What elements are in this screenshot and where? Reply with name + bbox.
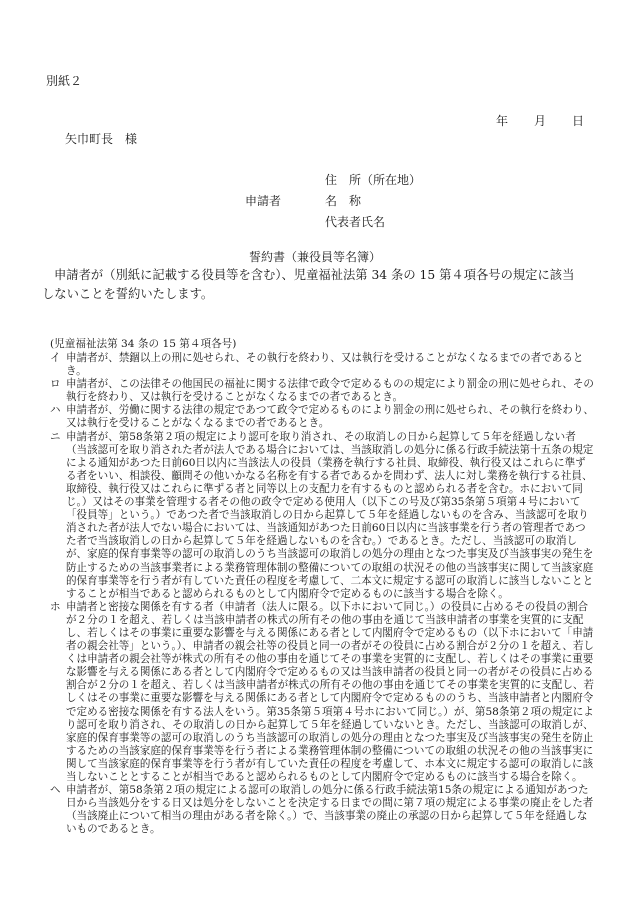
provision-item-he	[50, 784, 596, 836]
applicant-label: 申請者	[245, 194, 282, 208]
item-mark: ホ	[50, 600, 61, 613]
date-month-label: 月	[534, 114, 547, 128]
annex-label: 別紙２	[46, 74, 83, 88]
item-mark: ロ	[50, 378, 61, 391]
date-line	[496, 112, 584, 129]
item-mark: ハ	[50, 404, 61, 417]
date-year-label: 年	[496, 114, 509, 128]
provision-list	[50, 352, 596, 836]
provision-item-ha	[50, 404, 596, 430]
date-day-label: 日	[572, 114, 585, 128]
law-heading: (児童福祉法第 34 条の 15 第４項各号)	[50, 338, 237, 350]
item-mark: ヘ	[50, 784, 61, 797]
item-text: 申請者と密接な関係を有する者（申請者（法人に限る。以下ホにおいて同じ。）の役員に占めるその役員の割合が２分の１を超え、若しくは当該申請者の株式の所有その他の事由を通じて当該申請者の事業を実質的に支配し、若しくはその事業に重要な影響を与える関係にある者として内閣府令で定めるもの（以下ホにおいて「申請者の親会社等」という。）、申請者の親会社等の役員と同一の者がその役員に占める割合が２分の１を超え、若しくは申請者の親会社等が株式の所有その他の事由を通じてその事業を実質的に支配し、若しくはその事業に重要な影響を与える関係にある者として内閣府令で定めるもの又は当該申請者の役員と同一の者がその役員に占める割合が２分の１を超え、若しくは当該申請者が株式の所有その他の事由を通じてその事業を実質的に支配し、若しくはその事業に重要な影響を与える関係にある者として内閣府令で定めるもののうち、当該申請者と内閣府令で定める密接な関係を有する法人をいう。第35条第５項第４号ホにおいて同じ。）が、第58条第２項の規定により認可を取り消され、その取消しの日から起算して５年を経過していないとき。ただし、当該認可の取消しが、家庭的保育事業等の認可の取消しのうち当該認可の取消しの処分の理由となつた事実及び当該事実の発生を防止するための当該家庭的保育事業等を行う者による業務管理体制の整備についての取組の状況その他の当該事実に関して当該家庭的保育事業等を行う者が有していた責任の程度を考慮して、ホ本文に規定する認可の取消しに該当しないこととすることが相当であると認められるものとして内閣府令で定めるものに該当する場合を除く。	[66, 600, 594, 783]
address-label: 住 所（所在地）	[325, 173, 422, 187]
representative-label: 代表者氏名	[325, 215, 386, 229]
item-text: 申請者が、第58条第２項の規定により認可を取り消され、その取消しの日から起算して５年を経過しない者（当該認可を取り消された者が法人である場合においては、当該取消しの処分に係る行政手続法第十五条の規定による通知があつた日前60日以内に当該法人の役員（業務を執行する社員、取締役、執行役又はこれらに準ずる者をいい、相談役、顧問その他いかなる名称を有する者であるかを問わず、法人に対し業務を執行する社員、取締役、執行役又はこれらに準ずる者と同等以上の支配力を有するものと認められる者を含む。ホにおいて同じ。）又はその事業を管理する者その他の政令で定める使用人（以下この号及び第35条第５項第４号において「役員等」という。）であつた者で当該取消しの日から起算して５年を経過しないものを含み、当該認可を取り消された者が法人でない場合においては、当該通知があつた日前60日以内に当該事業を行う者の管理者であつた者で当該取消しの日から起算して５年を経過しないものを含む。）であるとき。ただし、当該認可の取消しが、家庭的保育事業等の認可の取消しのうち当該認可の取消しの処分の理由となつた事実及び当該事実の発生を防止するための当該事業者による業務管理体制の整備についての取組の状況その他の当該事実に関して当該家庭的保育事業等を行う者が有していた責任の程度を考慮して、二本文に規定する認可の取消しに該当しないこととすることが相当であると認められるものとして内閣府令で定めるものに該当する場合を除く。	[66, 430, 594, 600]
provision-item-i	[50, 352, 596, 378]
document-title: 誓約書（兼役員等名簿）	[248, 250, 381, 264]
item-text: 申請者が、禁錮以上の刑に処せられ、その執行を終わり、又は執行を受けることがなくなるまでの者であるとき。	[66, 352, 584, 378]
name-label: 名 称	[325, 194, 362, 208]
pledge-paragraph: 申請者が（別紙に記載する役員等を含む）、児童福祉法第 34 条の 15 第４項各号の規定に該当しないことを誓約いたします。	[42, 268, 575, 301]
item-mark: ニ	[50, 430, 61, 443]
provision-item-ro	[50, 378, 596, 404]
provision-item-ni	[50, 431, 596, 601]
item-text: 申請者が、労働に関する法律の規定であつて政令で定めるものにより罰金の刑に処せられ、その執行を終わり、又は執行を受けることがなくなるまでの者であるとき。	[66, 404, 594, 430]
item-text: 申請者が、この法律その他国民の福祉に関する法律で政令で定めるものの規定により罰金の刑に処せられ、その執行を終わり、又は執行を受けることがなくなるまでの者であるとき。	[66, 378, 594, 404]
item-mark: イ	[50, 352, 61, 364]
provision-item-ho	[50, 601, 596, 784]
addressee: 矢巾町長 様	[65, 132, 138, 146]
item-text: 申請者が、第58条第２項の規定による認可の取消しの処分に係る行政手続法第15条の規定による通知があつた日から当該処分をする日又は処分をしないことを決定する日までの間に第７項の規定による事業の廃止をした者（当該廃止について相当の理由がある者を除く。）で、当該事業の廃止の承認の日から起算して５年を経過しないものであるとき。	[66, 784, 594, 836]
